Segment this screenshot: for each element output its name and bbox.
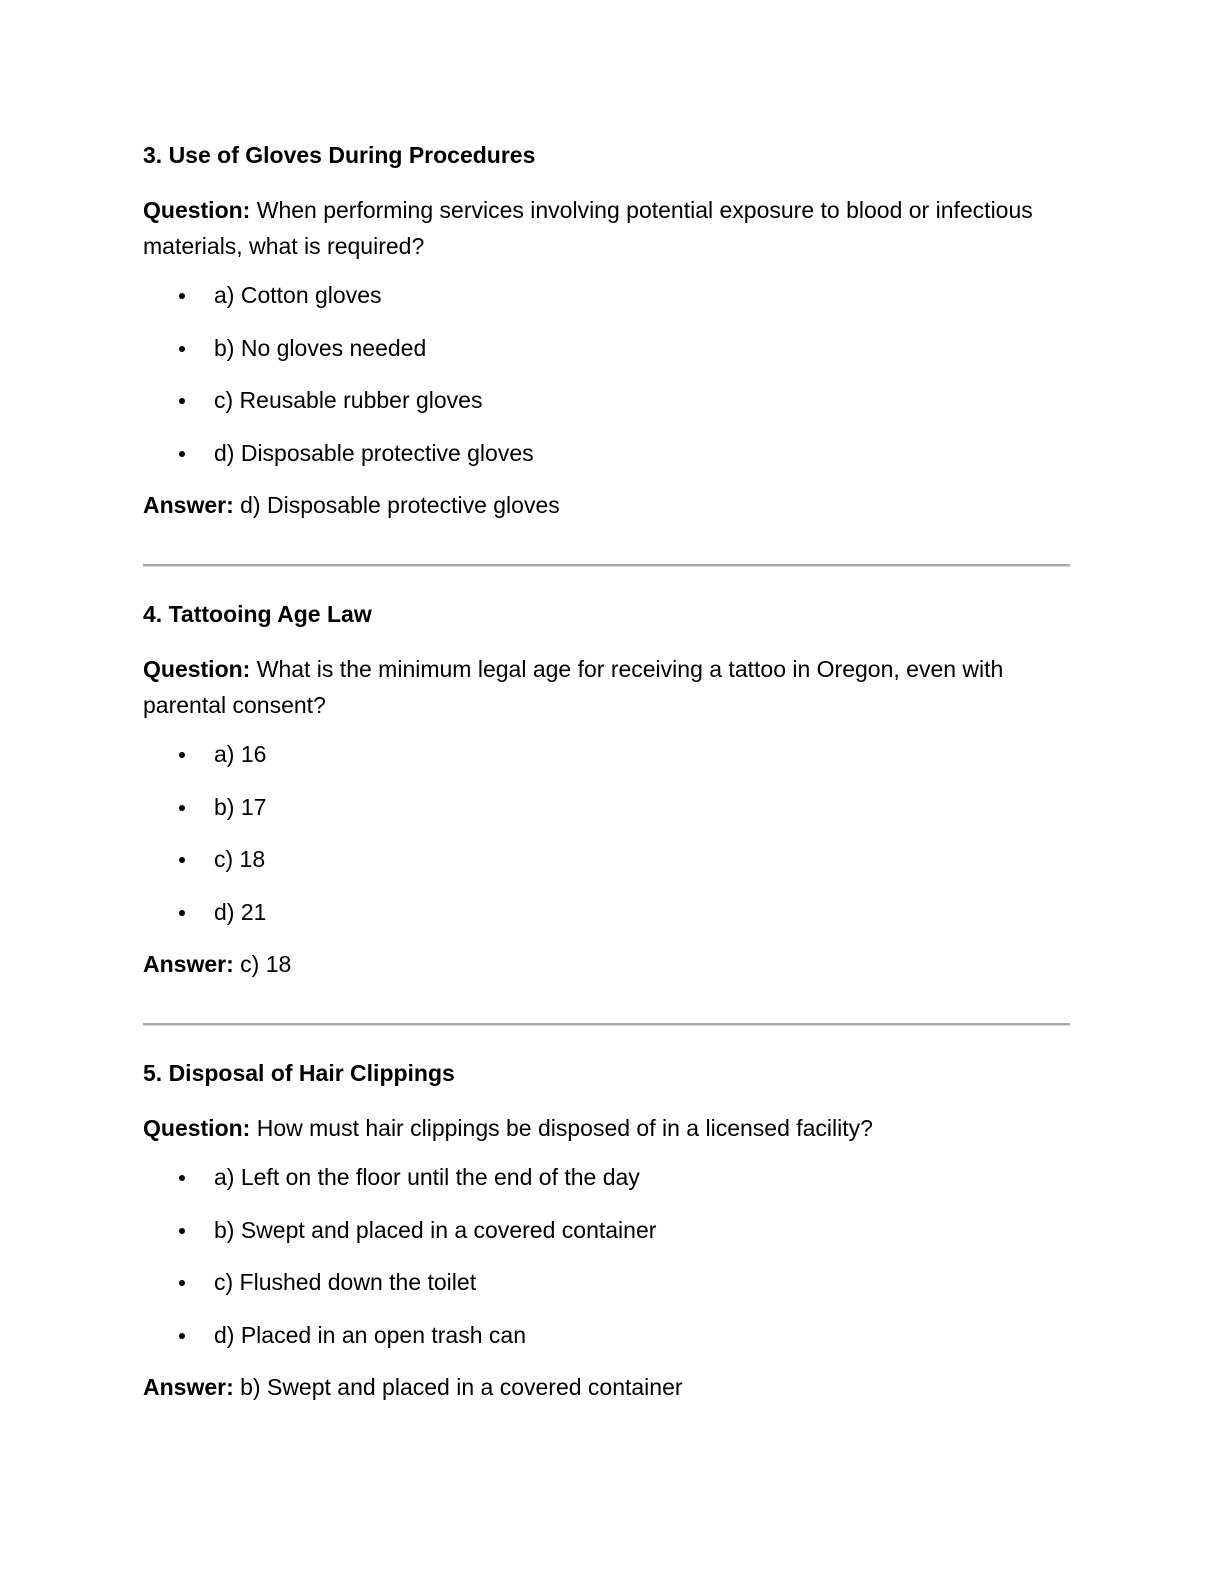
answer-option: [143, 1215, 1070, 1245]
answer-value: b) Swept and placed in a covered container: [233, 1374, 683, 1400]
section-heading: 4. Tattooing Age Law: [143, 601, 372, 627]
bullet-icon: [179, 1280, 185, 1286]
answer-label: Answer:: [143, 492, 234, 518]
answer-option: [143, 1267, 1070, 1297]
bullet-icon: [179, 451, 185, 457]
section-heading: 5. Disposal of Hair Clippings: [143, 1060, 455, 1086]
option-label: a) 16: [214, 741, 267, 767]
option-label: c) Flushed down the toilet: [214, 1269, 477, 1295]
question-body: When performing services involving potential exposure to blood or infectious materials, what is required?: [143, 197, 1033, 259]
answer-option: [143, 739, 1070, 769]
question-label: Question:: [143, 197, 251, 223]
question-text: [143, 651, 1070, 723]
answer-option: [143, 844, 1070, 874]
answer-option: [143, 792, 1070, 822]
bullet-icon: [179, 910, 185, 916]
quiz-section-3: [143, 140, 1070, 520]
section-divider: [143, 564, 1070, 567]
answer-option: [143, 438, 1070, 468]
answer-label: Answer:: [143, 1374, 234, 1400]
answer-label: Answer:: [143, 951, 234, 977]
option-label: b) Swept and placed in a covered container: [214, 1216, 657, 1243]
answer-option: [143, 333, 1070, 363]
answer-line: [143, 949, 1070, 979]
question-body: What is the minimum legal age for receiving a tattoo in Oregon, even with parental consent?: [143, 656, 1004, 718]
answer-line: [143, 1372, 1070, 1402]
question-body: How must hair clippings be disposed of in a licensed facility?: [250, 1115, 873, 1141]
option-label: c) 18: [214, 846, 266, 872]
document-page: [143, 140, 1070, 1402]
bullet-icon: [179, 1228, 185, 1234]
answer-option: [143, 1162, 1070, 1192]
quiz-section-5: [143, 1058, 1070, 1402]
question-text: [143, 192, 1070, 264]
answer-option: [143, 1320, 1070, 1350]
quiz-section-4: [143, 599, 1070, 979]
question-label: Question:: [143, 656, 251, 682]
answer-value: c) 18: [233, 951, 292, 977]
option-label: c) Reusable rubber gloves: [214, 387, 483, 413]
option-label: a) Cotton gloves: [214, 282, 382, 308]
answer-options-list: [143, 280, 1070, 468]
answer-line: [143, 490, 1070, 520]
answer-options-list: [143, 1162, 1070, 1350]
option-label: d) 21: [214, 898, 267, 925]
option-label: b) 17: [214, 793, 267, 820]
bullet-icon: [179, 805, 185, 811]
section-divider: [143, 1023, 1070, 1026]
bullet-icon: [179, 293, 185, 299]
option-label: d) Placed in an open trash can: [214, 1321, 526, 1348]
bullet-icon: [179, 398, 185, 404]
answer-option: [143, 897, 1070, 927]
option-label: d) Disposable protective gloves: [214, 439, 534, 466]
bullet-icon: [179, 752, 185, 758]
question-text: [143, 1110, 1070, 1146]
answer-option: [143, 385, 1070, 415]
bullet-icon: [179, 1333, 185, 1339]
answer-value: d) Disposable protective gloves: [233, 492, 560, 518]
bullet-icon: [179, 1175, 185, 1181]
bullet-icon: [179, 857, 185, 863]
section-heading: 3. Use of Gloves During Procedures: [143, 142, 536, 168]
option-label: a) Left on the floor until the end of the day: [214, 1164, 640, 1190]
answer-option: [143, 280, 1070, 310]
answer-options-list: [143, 739, 1070, 927]
bullet-icon: [179, 346, 185, 352]
option-label: b) No gloves needed: [214, 334, 427, 361]
question-label: Question:: [143, 1115, 251, 1141]
